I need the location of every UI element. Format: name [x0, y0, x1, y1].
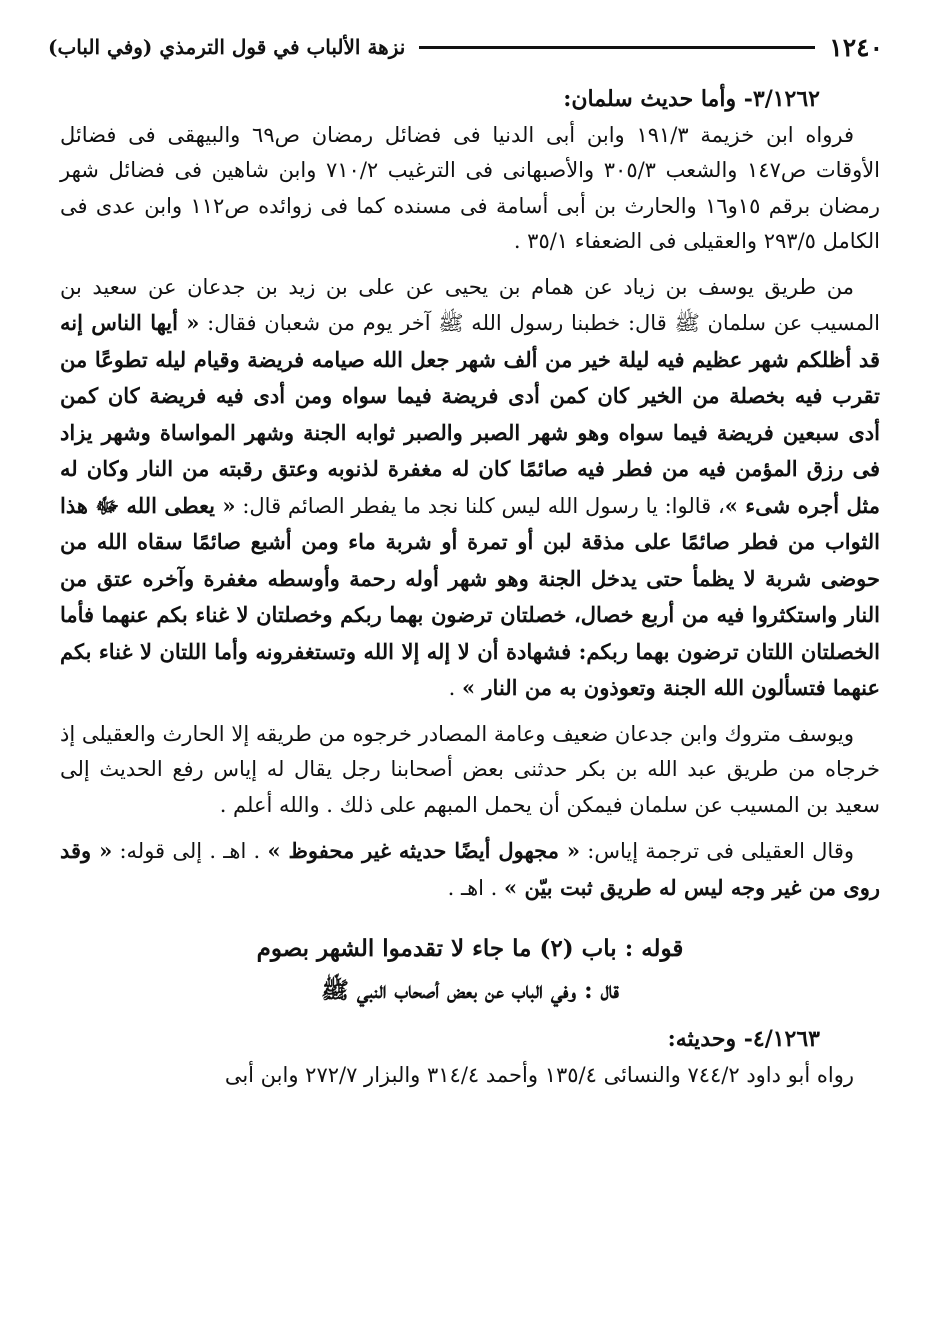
uqayli-quote-2: « وقد روى من غير وجه ليس له طريق ثبت بيّن »: [60, 838, 880, 900]
running-header: [48, 30, 883, 64]
main-text: [60, 82, 880, 1093]
isnad-text: من طريق يوسف بن زياد عن همام بن يحيى عن على بن زيد بن جدعان عن سعيد بن المسيب عن سلمان ﷺ قال: خطبنا رسول الله ﷺ آخر يوم من شعبان فقال:: [60, 274, 880, 335]
hadith-quote-1: « أيها الناس إنه قد أظلكم شهر عظيم فيه ليلة خير من ألف شهر جعل الله صيامه فريضة وقيام ليله تطوعًا من تقرب فيه بخصلة من الخير كان كمن أدى فريضة فيما سواه ومن أدى فيه فريضة كان كمن أدى سبعين فريضة فيما سواه وهو شهر الصبر والصبر ثوابه الجنة وشهر المواساة وشهر يزاد فى رزق المؤمن فيه من فطر فيه صائمًا كان له مغفرة لذنوبه وعتق رقبته من النار وكان له مثل أجره شىء »: [60, 310, 880, 518]
uqayli-end: . اهـ .: [447, 875, 505, 900]
chapter-subtitle: قال : وفي الباب عن بعض أصحاب النبي ﷺ: [321, 977, 619, 1004]
section-heading-1262: ٣/١٢٦٢- وأما حديث سلمان:: [563, 86, 820, 112]
chapter-title: قوله : باب (٢) ما جاء لا تقدموا الشهر بصوم: [256, 935, 684, 962]
hadith-quote-2: « يعطى الله ﷻ هذا الثواب من فطر صائمًا على مذقة لبن أو تمرة أو شربة ماء ومن أشبع صائمًا سقاه الله من حوضى شربة لا يظمأ حتى يدخل الجنة وهو شهر أوله رحمة وأوسطه مغفرة وآخره عتق من النار واستكثروا فيه من أربع خصال، خصلتان ترضون بهما ربكم وخصلتان لا غناء بكم عنهما فأما الخصلتان اللتان ترضون بهما ربكم: فشهادة أن لا إله إلا الله وتستغفرونه وأما اللتان لا غناء بكم عنهما فتسألون الله الجنة وتعوذون به من النار »: [60, 492, 880, 700]
page-number: ١٢٤٠: [829, 32, 883, 62]
grading-paragraph: ويوسف متروك وابن جدعان ضعيف وعامة المصادر خرجوه من طريقه إلا الحارث والعقيلى إذ خرجاه من طريق عبد الله بن بكر حدثنى بعض أصحابنا رجل يقال له إياس رفع الحديث إلى سعيد بن المسيب عن سلمان فيمكن أن يحمل المبهم على ذلك . والله أعلم .: [60, 721, 880, 817]
running-title: نزهة الألباب في قول الترمذي (وفي الباب): [48, 35, 406, 59]
uqayli-mid: . اهـ . إلى قوله:: [112, 839, 268, 863]
uqayli-quote-1: « مجهول أيضًا حديثه غير محفوظ »: [267, 838, 580, 863]
header-rule: [419, 46, 815, 49]
takhrij-paragraph-1263: رواه أبو داود ٧٤٤/٢ والنسائى ١٣٥/٤ وأحمد ٣١٤/٤ والبزار ٢٧٢/٧ وابن أبى: [224, 1062, 854, 1087]
paragraph-end-mark: .: [448, 676, 462, 700]
isnad-hadith-paragraph: [60, 270, 880, 707]
uqayli-quote-paragraph: [60, 833, 880, 906]
section-heading-1263: ٤/١٢٦٣- وحديثه:: [667, 1026, 820, 1052]
isnad-question-text: ، قالوا: يا رسول الله ليس كلنا نجد ما يفطر الصائم قال:: [235, 493, 725, 518]
uqayli-intro: وقال العقيلى فى ترجمة إياس:: [580, 839, 855, 863]
takhrij-paragraph-salman: فرواه ابن خزيمة ١٩١/٣ وابن أبى الدنيا فى فضائل رمضان ص٦٩ والبيهقى فى فضائل الأوقات ص١٤٧ والشعب ٣٠٥/٣ والأصبهانى فى الترغيب ٧١٠/٢ وابن شاهين فى فضائل شهر رمضان برقم ١٥و١٦ والحارث بن أبى أسامة فى مسنده كما فى زوائده ص١١٢ وابن عدى فى الكامل ٢٩٣/٥ والعقيلى فى الضعفاء ٣٥/١ .: [60, 122, 881, 253]
